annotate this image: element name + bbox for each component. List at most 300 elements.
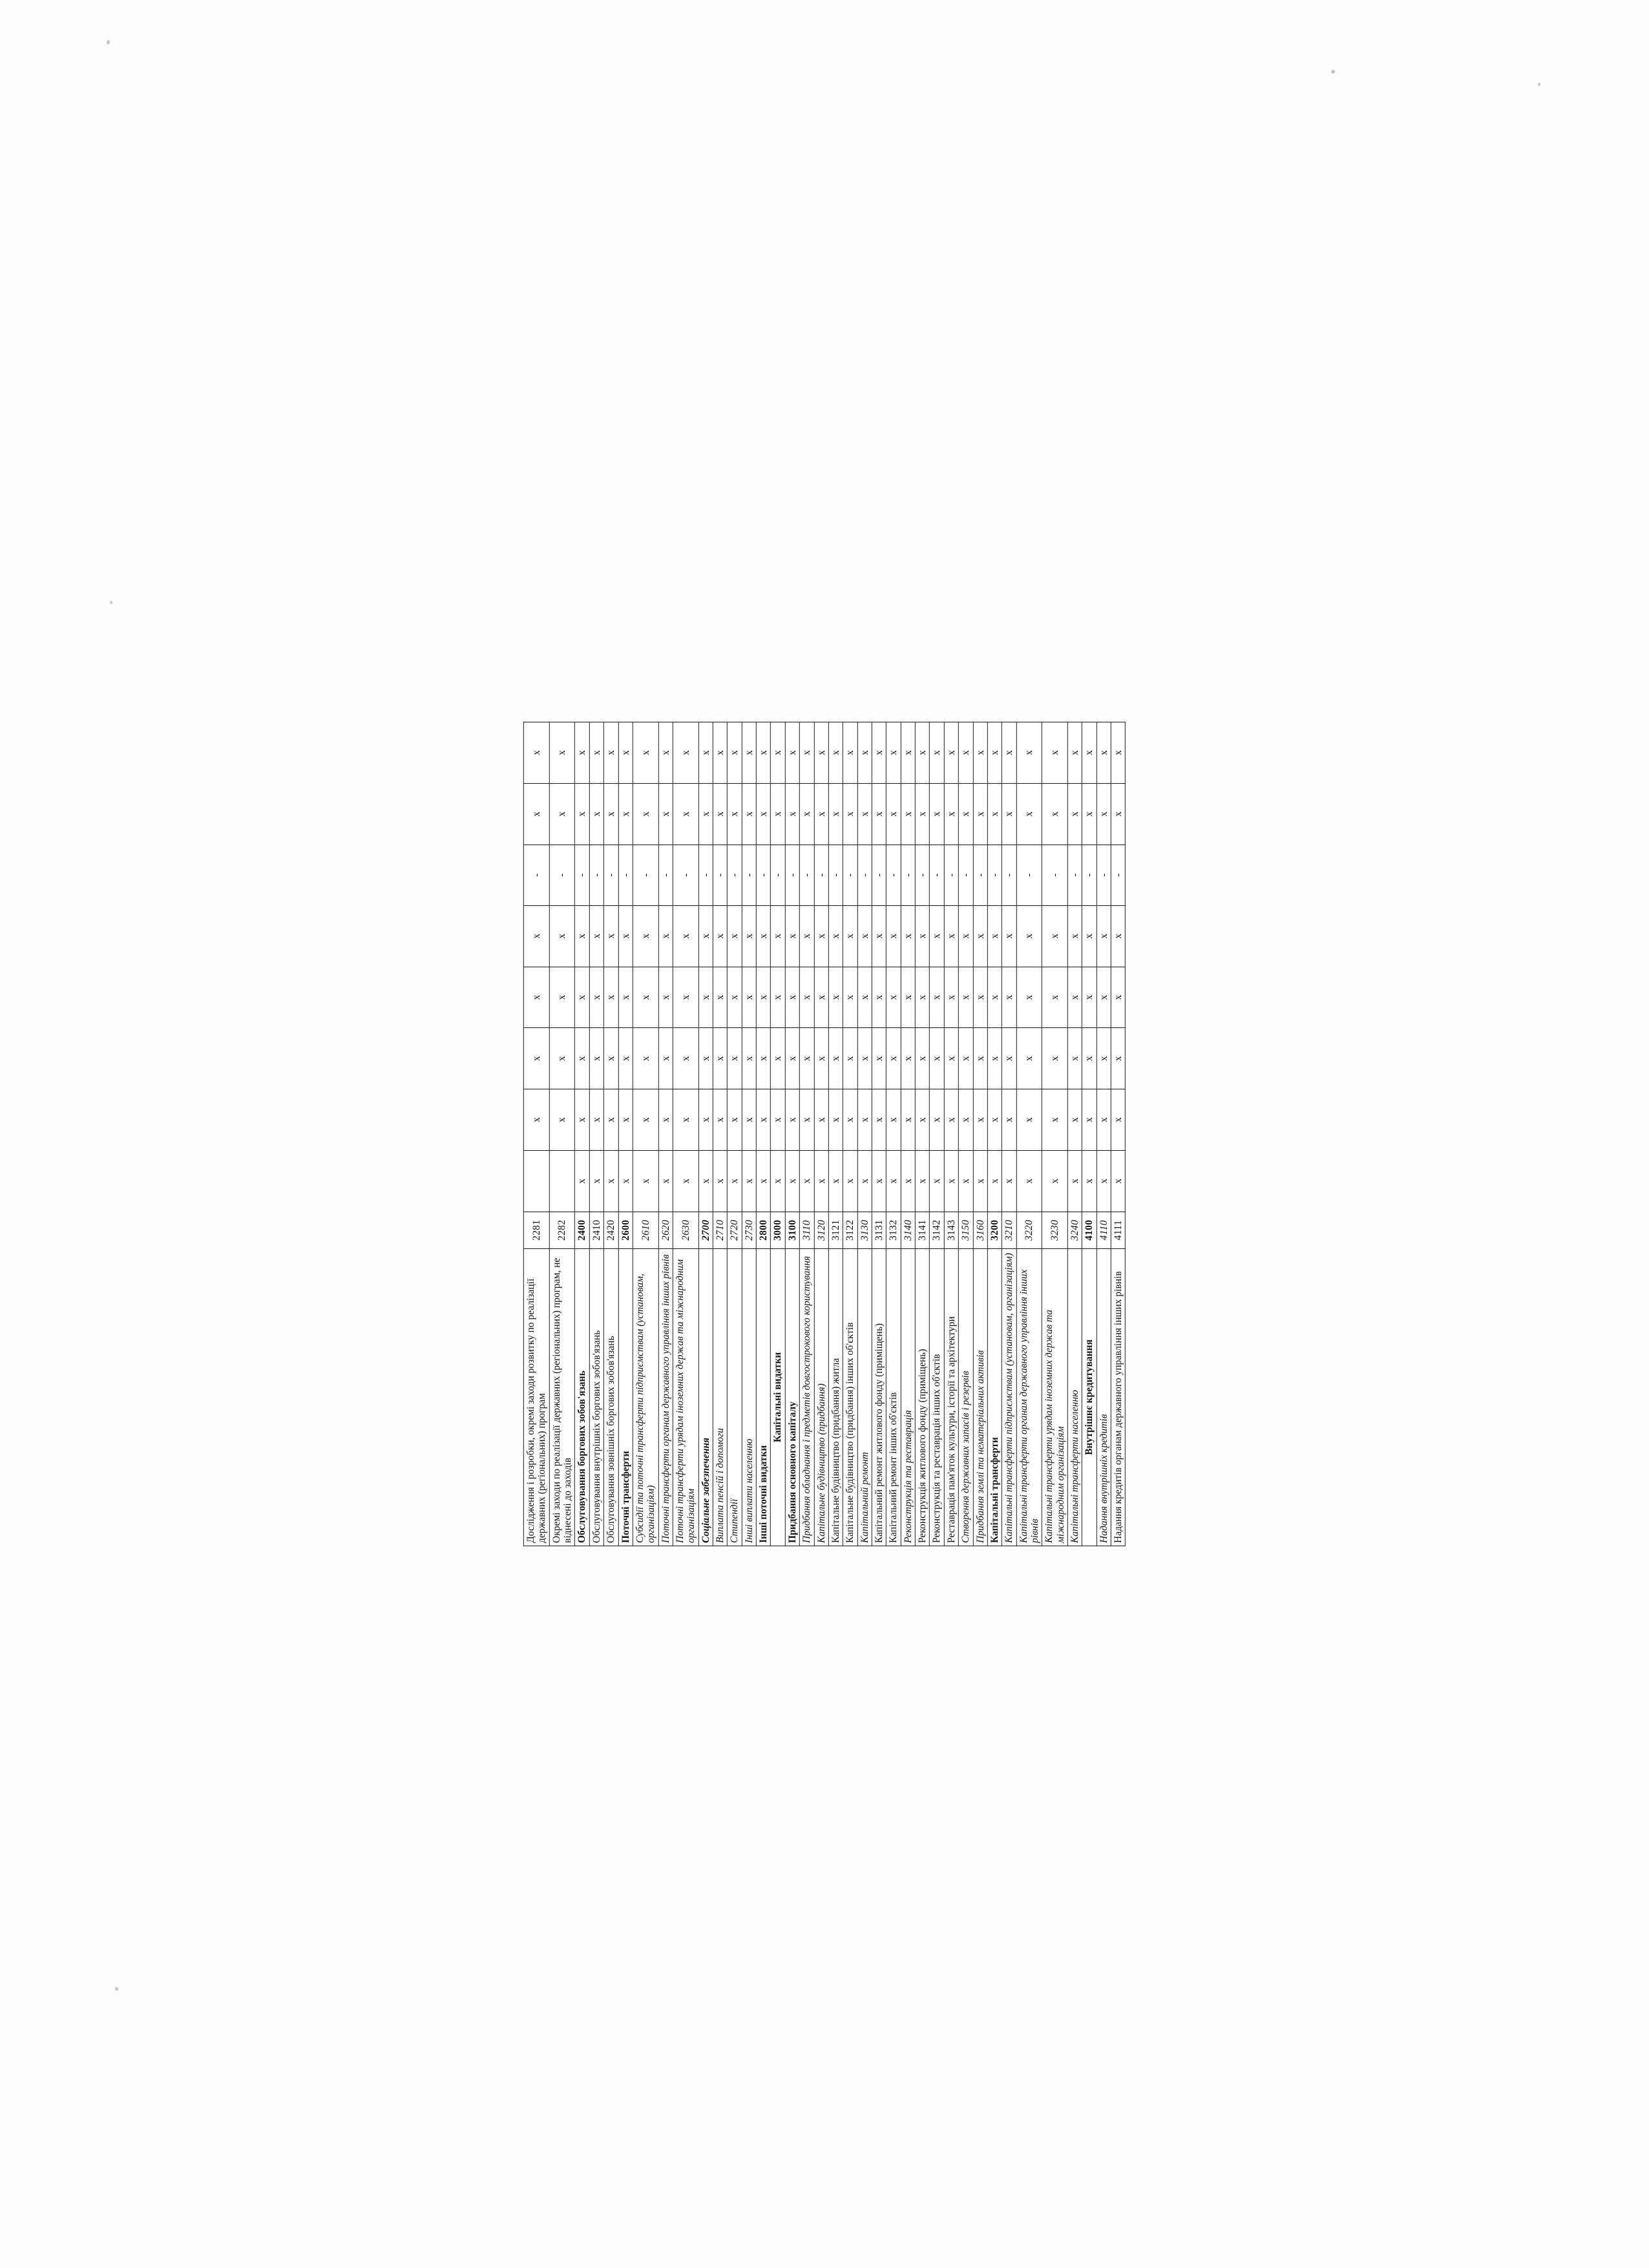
row-value-cell: x [771,722,785,784]
table-row [771,722,785,1546]
row-value-cell: - [973,845,987,905]
row-value-cell: x [915,1089,929,1151]
row-value-cell: x [728,722,742,784]
row-value-cell: - [1067,845,1082,905]
row-code: 3210 [1002,1212,1016,1248]
row-value-cell: - [915,845,929,905]
row-value-cell: x [756,1150,770,1212]
row-value-cell: x [1067,783,1082,845]
row-value-cell: x [1111,1150,1125,1212]
row-value-cell: x [618,1028,633,1089]
row-value-cell: x [973,1150,987,1212]
row-value-cell: x [887,722,901,784]
row-value-cell: - [728,845,742,905]
row-value-cell: x [887,905,901,967]
row-value-cell: x [1002,1028,1016,1089]
row-value-cell: x [872,783,886,845]
row-value-cell: - [673,845,698,905]
table-row [658,722,673,1546]
row-value-cell: - [872,845,886,905]
row-value-cell: x [728,1150,742,1212]
row-code: 4100 [1082,1212,1097,1248]
row-value-cell: x [1097,722,1111,784]
row-value-cell: x [549,783,575,845]
table-row [1067,722,1082,1546]
row-code: 3122 [843,1212,857,1248]
row-value-cell: x [618,722,633,784]
row-value-cell: x [814,1150,828,1212]
row-value-cell: x [901,905,915,967]
row-label: Інші виплати населенню [742,1248,756,1546]
row-value-cell: - [1097,845,1111,905]
row-value-cell: x [1002,1150,1016,1212]
row-value-cell: x [1016,905,1042,967]
row-value-cell: x [930,722,944,784]
row-value-cell: x [604,905,618,967]
row-label: Капітальні трансферти населенню [1067,1248,1082,1546]
row-value-cell: - [1042,845,1068,905]
row-value-cell: x [713,783,727,845]
row-value-cell: x [1097,1028,1111,1089]
row-value-cell: x [799,967,814,1028]
row-value-cell: x [633,783,658,845]
row-value-cell: - [771,845,785,905]
row-value-cell: x [698,1089,713,1151]
row-value-cell: x [843,905,857,967]
row-value-cell: x [1016,1028,1042,1089]
row-value-cell: x [915,967,929,1028]
row-value-cell: x [1111,967,1125,1028]
row-value-cell: x [1042,1028,1068,1089]
row-value-cell: - [785,845,799,905]
row-code: 4110 [1097,1212,1111,1248]
table-row [698,722,713,1546]
row-label: Капітальний ремонт житлового фонду (приміщень) [872,1248,886,1546]
row-value-cell: x [673,783,698,845]
row-label: Виплата пенсій і допомоги [713,1248,727,1546]
row-value-cell: x [843,967,857,1028]
row-value-cell: x [1097,1089,1111,1151]
row-value-cell: x [756,1028,770,1089]
row-value-cell: x [958,905,972,967]
row-value-cell: x [887,1089,901,1151]
row-label: Субсидії та поточні трансферти підприємствам (установам, організаціям) [633,1248,658,1546]
row-value-cell: x [872,905,886,967]
table-row [901,722,915,1546]
row-value-cell: - [828,845,843,905]
scan-speck [110,601,112,604]
row-value-cell: x [523,1028,549,1089]
table-row [1111,722,1125,1546]
row-value-cell: x [958,722,972,784]
row-value-cell: x [785,1028,799,1089]
row-value-cell: - [901,845,915,905]
row-value-cell: x [973,1089,987,1151]
row-value-cell: x [713,1089,727,1151]
row-value-cell: x [930,1150,944,1212]
table-body [523,722,1125,1546]
row-label: Створення державних запасів і резервів [958,1248,972,1546]
row-label: Реконструкція житлового фонду (приміщень) [915,1248,929,1546]
row-value-cell: - [930,845,944,905]
row-value-cell: x [828,1028,843,1089]
table-row [872,722,886,1546]
row-value-cell: x [1097,783,1111,845]
row-value-cell: - [857,845,872,905]
row-value-cell: - [843,845,857,905]
row-label: Соціальне забезпечення [698,1248,713,1546]
table-row [799,722,814,1546]
row-value-cell: x [1042,722,1068,784]
table-row [814,722,828,1546]
row-value-cell: x [1042,783,1068,845]
table-row [1097,722,1111,1546]
row-value-cell: x [958,967,972,1028]
row-value-cell: - [958,845,972,905]
table-row [887,722,901,1546]
row-value-cell: x [589,1089,604,1151]
row-value-cell: - [589,845,604,905]
row-value-cell: x [814,1089,828,1151]
row-code: 2800 [756,1212,770,1248]
row-code: 2630 [673,1212,698,1248]
row-value-cell: x [589,1150,604,1212]
row-value-cell: x [901,722,915,784]
row-code: 3141 [915,1212,929,1248]
row-value-cell: x [742,783,756,845]
row-value-cell: x [618,1089,633,1151]
row-value-cell: x [901,1028,915,1089]
row-value-cell: x [1042,1089,1068,1151]
row-value-cell: x [575,1028,589,1089]
row-value-cell: x [958,783,972,845]
row-value-cell: x [742,967,756,1028]
row-value-cell: x [771,967,785,1028]
scan-speck [1331,70,1335,74]
row-value-cell: x [915,722,929,784]
row-value-cell: x [1002,722,1016,784]
row-label: Капітальне будівництво (придбання) інших об'єктів [843,1248,857,1546]
row-value-cell: x [575,1089,589,1151]
row-label: Реставрація пам'яток культури, історії та архітектури [944,1248,958,1546]
scan-speck [115,1987,118,1991]
table-row [728,722,742,1546]
row-value-cell: x [713,1028,727,1089]
row-code: 2620 [658,1212,673,1248]
row-value-cell: - [713,845,727,905]
table-row [713,722,727,1546]
row-value-cell: x [673,1089,698,1151]
row-value-cell: x [828,905,843,967]
row-value-cell: x [1067,967,1082,1028]
row-label: Стипендії [728,1248,742,1546]
row-value-cell: x [915,905,929,967]
row-value-cell: x [901,967,915,1028]
row-value-cell: x [987,722,1002,784]
row-value-cell: x [814,905,828,967]
row-label: Капітальні трансферти органам державного управління інших рівнів [1016,1248,1042,1546]
row-value-cell: x [604,1028,618,1089]
table-row [828,722,843,1546]
row-value-cell: x [944,1028,958,1089]
row-value-cell: x [930,905,944,967]
row-value-cell: x [698,1028,713,1089]
row-value-cell: x [575,967,589,1028]
row-value-cell: - [523,845,549,905]
table-row [1002,722,1016,1546]
row-value-cell: x [799,1028,814,1089]
row-label: Окремі заходи по реалізації державних (регіональних) програм, не віднесені до заходів [549,1248,575,1546]
row-value-cell: x [1042,905,1068,967]
table-row [930,722,944,1546]
row-code: 2730 [742,1212,756,1248]
row-value-cell: x [589,905,604,967]
row-value-cell: x [843,1150,857,1212]
row-value-cell: x [872,967,886,1028]
row-value-cell: x [872,1089,886,1151]
row-value-cell: x [658,1028,673,1089]
row-label: Надання внутрішніх кредитів [1097,1248,1111,1546]
table-row [1042,722,1068,1546]
row-value-cell: x [575,783,589,845]
row-value-cell: x [1002,905,1016,967]
row-value-cell: x [799,1089,814,1151]
row-label: Капітальний ремонт інших об'єктів [887,1248,901,1546]
row-value-cell: x [814,783,828,845]
row-value-cell: x [742,1150,756,1212]
row-value-cell: x [944,722,958,784]
row-value-cell: x [944,967,958,1028]
row-label: Поточні трансферти урядам іноземних держав та міжнародним організаціям [673,1248,698,1546]
table-row [549,722,575,1546]
row-value-cell: x [887,783,901,845]
row-value-cell: x [1042,1150,1068,1212]
row-value-cell: x [1016,783,1042,845]
table-row [973,722,987,1546]
table-row [742,722,756,1546]
row-value-cell: x [589,1028,604,1089]
row-value-cell: x [799,783,814,845]
row-value-cell: x [771,905,785,967]
row-value-cell: x [872,1028,886,1089]
table-row [857,722,872,1546]
row-value-cell: x [1111,722,1125,784]
row-value-cell: x [857,1089,872,1151]
row-value-cell: x [1082,783,1097,845]
row-code: 3000 [771,1212,785,1248]
row-value-cell: - [1111,845,1125,905]
row-value-cell: x [771,1089,785,1151]
row-value-cell: - [1082,845,1097,905]
row-value-cell: x [1082,1150,1097,1212]
table-row [915,722,929,1546]
row-value-cell: x [658,905,673,967]
row-value-cell: x [930,1089,944,1151]
row-value-cell: x [523,905,549,967]
row-label: Внутрішнє кредитування [1082,1248,1097,1546]
row-value-cell: x [1111,905,1125,967]
row-value-cell [523,1150,549,1212]
row-value-cell: x [771,1028,785,1089]
row-code: 3142 [930,1212,944,1248]
row-value-cell: x [857,905,872,967]
row-label: Інші поточні видатки [756,1248,770,1546]
row-code: 3150 [958,1212,972,1248]
row-code: 2400 [575,1212,589,1248]
row-value-cell: x [843,783,857,845]
row-value-cell: - [799,845,814,905]
row-value-cell: x [756,905,770,967]
row-value-cell: x [633,1089,658,1151]
row-value-cell: x [604,967,618,1028]
budget-expenditure-table [523,722,1126,1546]
row-value-cell: x [1002,1089,1016,1151]
row-value-cell: x [1097,967,1111,1028]
row-code: 2600 [618,1212,633,1248]
row-value-cell: x [901,1150,915,1212]
row-value-cell: x [742,905,756,967]
row-value-cell: x [1082,967,1097,1028]
row-value-cell: x [658,783,673,845]
row-value-cell: x [633,722,658,784]
row-value-cell: - [633,845,658,905]
row-value-cell: - [549,845,575,905]
row-value-cell: x [930,783,944,845]
row-value-cell: x [843,722,857,784]
row-value-cell: x [799,905,814,967]
row-label: Капітальні видатки [771,1248,785,1546]
row-value-cell: x [930,967,944,1028]
row-value-cell: x [742,722,756,784]
row-value-cell: x [698,967,713,1028]
row-value-cell: x [814,1028,828,1089]
row-value-cell: x [728,905,742,967]
row-value-cell: x [828,967,843,1028]
row-value-cell: x [1016,1089,1042,1151]
table-row [958,722,972,1546]
row-value-cell: x [872,1150,886,1212]
row-value-cell: x [742,1089,756,1151]
row-value-cell: - [814,845,828,905]
row-value-cell: x [618,967,633,1028]
row-value-cell: x [1082,905,1097,967]
row-value-cell: x [1082,1089,1097,1151]
row-value-cell: - [604,845,618,905]
row-value-cell: x [785,905,799,967]
row-value-cell: x [1002,967,1016,1028]
row-value-cell: x [604,722,618,784]
row-value-cell: x [1067,1150,1082,1212]
row-label: Придбання основного капіталу [785,1248,799,1546]
row-code: 3160 [973,1212,987,1248]
row-code: 3200 [987,1212,1002,1248]
table-row [575,722,589,1546]
row-value-cell: x [958,1028,972,1089]
row-value-cell: x [944,1089,958,1151]
row-value-cell: x [713,905,727,967]
row-value-cell: x [523,783,549,845]
row-value-cell: x [713,1150,727,1212]
row-value-cell: - [575,845,589,905]
row-value-cell: x [857,783,872,845]
row-value-cell: x [713,722,727,784]
row-value-cell: x [915,1150,929,1212]
table-row [843,722,857,1546]
row-value-cell [549,1150,575,1212]
table-row [1016,722,1042,1546]
row-code: 2720 [728,1212,742,1248]
row-value-cell: x [785,967,799,1028]
row-value-cell: x [756,783,770,845]
row-code: 2281 [523,1212,549,1248]
row-value-cell: x [843,1028,857,1089]
row-value-cell: x [1002,783,1016,845]
row-value-cell: x [857,722,872,784]
scan-speck [1538,83,1540,86]
row-value-cell: x [575,722,589,784]
row-value-cell: x [742,1028,756,1089]
table-row [944,722,958,1546]
table-row [1082,722,1097,1546]
row-code: 2710 [713,1212,727,1248]
row-value-cell: x [549,967,575,1028]
row-value-cell: x [887,967,901,1028]
row-value-cell: x [987,783,1002,845]
row-code: 2610 [633,1212,658,1248]
row-value-cell: x [523,722,549,784]
row-value-cell: x [698,722,713,784]
row-label: Капітальні трансферти [987,1248,1002,1546]
row-value-cell: x [549,722,575,784]
row-label: Капітальний ремонт [857,1248,872,1546]
row-label: Обслуговування боргових зобов'язань [575,1248,589,1546]
row-value-cell: x [887,1150,901,1212]
row-value-cell: x [944,1150,958,1212]
row-value-cell: x [828,783,843,845]
row-code: 3120 [814,1212,828,1248]
row-value-cell: x [857,1150,872,1212]
row-value-cell: x [673,1150,698,1212]
row-code: 2282 [549,1212,575,1248]
row-label: Обслуговування зовнішніх боргових зобов'язань [604,1248,618,1546]
row-value-cell: x [973,967,987,1028]
row-value-cell: x [1097,905,1111,967]
table-row [589,722,604,1546]
row-value-cell: x [756,722,770,784]
row-value-cell: - [742,845,756,905]
row-code: 3130 [857,1212,872,1248]
row-value-cell: x [958,1089,972,1151]
row-value-cell: - [698,845,713,905]
row-value-cell: x [944,783,958,845]
row-value-cell: x [1111,1089,1125,1151]
table-row [604,722,618,1546]
row-value-cell: x [828,722,843,784]
row-value-cell: x [633,1028,658,1089]
row-value-cell: x [549,1089,575,1151]
table-row [785,722,799,1546]
table-row [673,722,698,1546]
row-value-cell: x [604,783,618,845]
row-value-cell: x [549,1028,575,1089]
row-value-cell: x [828,1089,843,1151]
row-value-cell: x [987,905,1002,967]
row-code: 2410 [589,1212,604,1248]
row-value-cell: x [673,967,698,1028]
row-value-cell: x [698,783,713,845]
row-value-cell: x [728,1028,742,1089]
row-value-cell: x [523,967,549,1028]
